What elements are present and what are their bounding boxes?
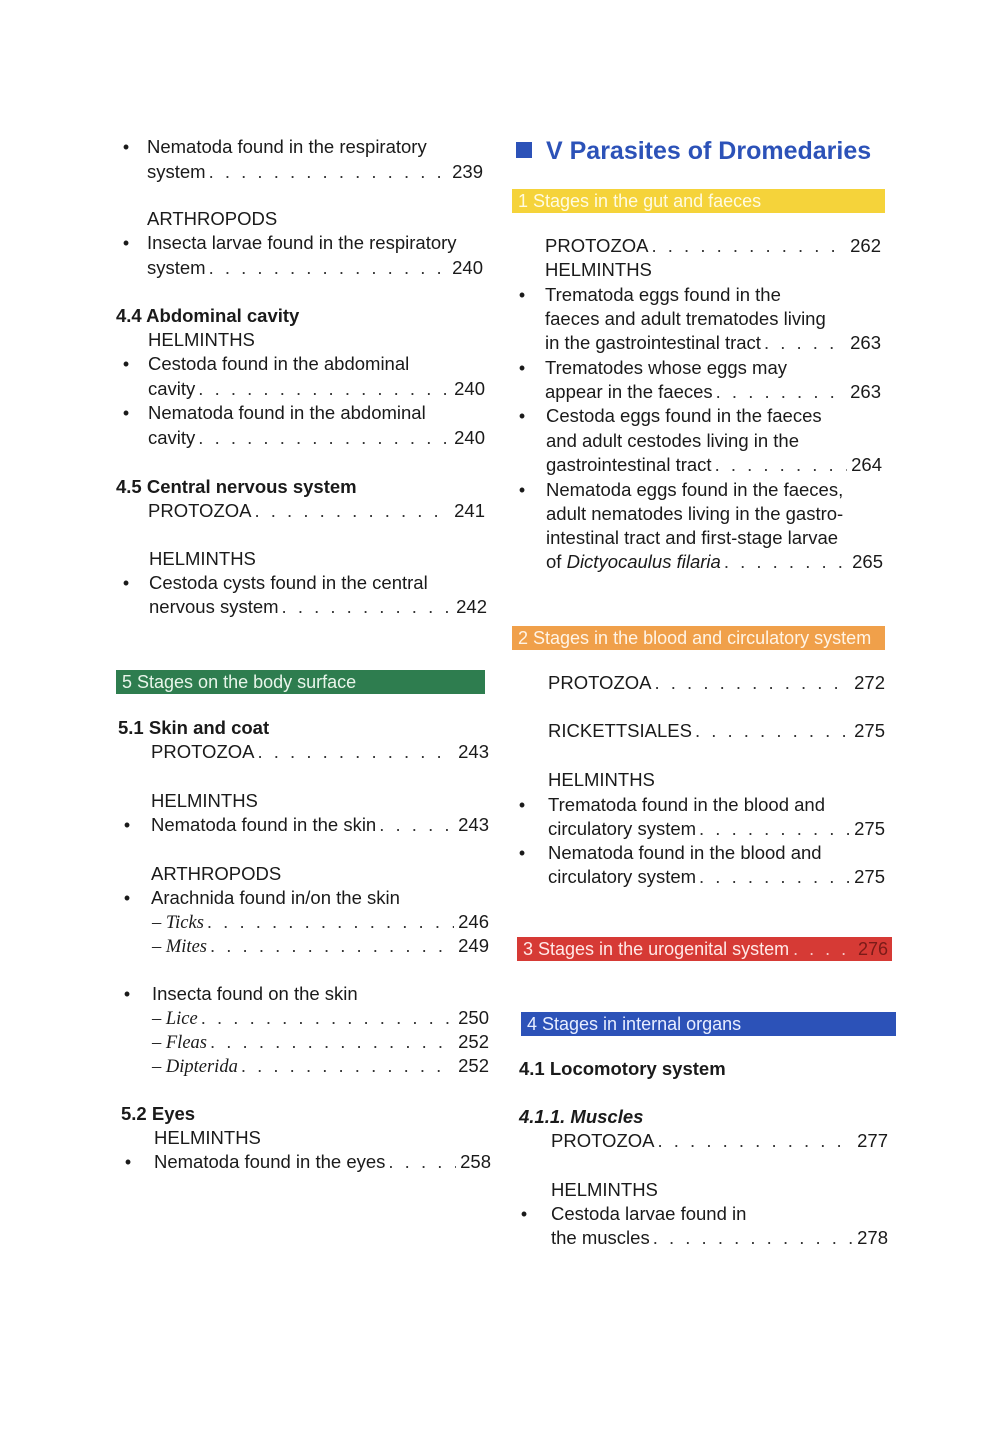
toc-entry[interactable] <box>148 377 485 401</box>
bullet: • <box>122 137 130 157</box>
entry-text: Nematoda found in the skin <box>151 814 377 835</box>
entry-text: – Mites <box>152 937 207 957</box>
bullet: • <box>123 984 131 1004</box>
entry-text: the muscles <box>551 1227 650 1248</box>
part-title: V Parasites of Dromedaries <box>546 137 872 165</box>
leader-dots <box>724 550 848 574</box>
leader-dots <box>210 1030 454 1054</box>
entry-text: in the gastrointestinal tract <box>545 332 761 353</box>
toc-entry[interactable] <box>152 1030 489 1055</box>
toc-line: adult nematodes living in the gastro- <box>546 503 844 524</box>
page-number: 249 <box>458 935 489 956</box>
toc-entry[interactable] <box>148 499 485 523</box>
entry-text: circulatory system <box>548 866 697 887</box>
toc-entry[interactable] <box>548 719 885 743</box>
leader-dots <box>388 1150 456 1174</box>
toc-line: Cestoda larvae found in <box>551 1203 747 1224</box>
entry-text: appear in the faeces <box>545 381 713 402</box>
toc-entry[interactable] <box>548 865 885 889</box>
bullet: • <box>520 1204 528 1224</box>
entry-text: PROTOZOA <box>545 235 649 256</box>
toc-line: Cestoda found in the abdominal <box>148 353 410 374</box>
toc-entry[interactable] <box>545 380 881 404</box>
section-heading: 4.5 Central nervous system <box>116 476 357 497</box>
toc-entry[interactable] <box>545 331 881 355</box>
leader-dots <box>198 426 450 450</box>
page-number: 264 <box>851 454 882 475</box>
toc-line: intestinal tract and first-stage larvae <box>546 527 839 548</box>
entry-text: Nematoda found in the eyes <box>154 1151 386 1172</box>
bullet: • <box>122 403 130 423</box>
section-heading: 5.2 Eyes <box>121 1103 196 1124</box>
leader-dots <box>699 817 850 841</box>
toc-line: Insecta found on the skin <box>152 983 358 1004</box>
page-number: 277 <box>857 1130 888 1151</box>
bullet: • <box>122 233 130 253</box>
toc-line: Nematoda eggs found in the faeces, <box>546 479 844 500</box>
page-number: 239 <box>452 161 483 182</box>
toc-line: Insecta larvae found in the respiratory <box>147 232 457 253</box>
leader-dots <box>793 937 854 961</box>
toc-line: Trematoda eggs found in the <box>545 284 781 305</box>
page-number: 246 <box>458 911 489 932</box>
toc-entry[interactable] <box>152 1006 489 1031</box>
page-number: 252 <box>458 1055 489 1076</box>
page-number: 263 <box>850 332 881 353</box>
toc-entry[interactable] <box>551 1129 888 1153</box>
toc-line: Cestoda cysts found in the central <box>149 572 428 593</box>
page-number: 258 <box>460 1151 491 1172</box>
page-number: 262 <box>850 235 881 256</box>
toc-entry[interactable] <box>152 934 489 959</box>
leader-dots <box>716 380 846 404</box>
leader-dots <box>241 1054 454 1078</box>
leader-dots <box>651 234 846 258</box>
bullet: • <box>123 815 131 835</box>
title-square-icon <box>516 142 532 158</box>
leader-dots <box>699 865 850 889</box>
page-number: 243 <box>458 814 489 835</box>
toc-line: Nematoda found in the respiratory <box>147 136 427 157</box>
toc-line: Trematodes whose eggs may <box>545 357 787 378</box>
entry-text: PROTOZOA <box>148 500 252 521</box>
group-label: HELMINTHS <box>149 548 256 569</box>
toc-entry[interactable] <box>154 1150 491 1174</box>
page-number: 241 <box>454 500 485 521</box>
page-number: 242 <box>456 596 487 617</box>
entry-text <box>546 550 721 574</box>
toc-line: faeces and adult trematodes living <box>545 308 826 329</box>
bullet: • <box>518 480 526 500</box>
section-heading: 4.4 Abdominal cavity <box>116 305 300 326</box>
page-number: 278 <box>857 1227 888 1248</box>
page-number: 263 <box>850 381 881 402</box>
bullet: • <box>518 795 526 815</box>
entry-text: PROTOZOA <box>151 741 255 762</box>
entry-text: gastrointestinal tract <box>546 454 712 475</box>
leader-dots <box>695 719 850 743</box>
leader-dots <box>209 256 449 280</box>
page-number: 265 <box>852 551 883 572</box>
leader-dots <box>764 331 846 355</box>
section-bar-gut-faeces[interactable]: 1 Stages in the gut and faeces <box>512 189 885 213</box>
entry-text: cavity <box>148 427 196 448</box>
page-number: 240 <box>454 427 485 448</box>
entry-text: system <box>147 257 206 278</box>
section-heading: 5.1 Skin and coat <box>118 717 270 738</box>
bullet: • <box>123 888 131 908</box>
entry-text: RICKETTSIALES <box>548 720 692 741</box>
group-label: ARTHROPODS <box>151 863 282 884</box>
entry-text: – Dipterida <box>152 1057 238 1077</box>
page-number: 275 <box>854 720 885 741</box>
toc-entry[interactable] <box>548 817 885 841</box>
leader-dots <box>209 160 449 184</box>
toc-entry[interactable] <box>152 1054 489 1079</box>
toc-entry[interactable] <box>551 1226 888 1250</box>
bullet: • <box>122 573 130 593</box>
group-label: HELMINTHS <box>148 329 255 350</box>
page-number: 250 <box>458 1007 489 1028</box>
toc-entry[interactable] <box>548 671 885 695</box>
toc-entry[interactable] <box>545 234 881 258</box>
bullet: • <box>518 406 526 426</box>
group-label: HELMINTHS <box>548 769 655 790</box>
group-label: ARTHROPODS <box>147 208 278 229</box>
bullet: • <box>518 358 526 378</box>
page-number: 240 <box>452 257 483 278</box>
entry-text: PROTOZOA <box>548 672 652 693</box>
bullet: • <box>518 843 526 863</box>
leader-dots <box>654 671 850 695</box>
entry-text: nervous system <box>149 596 279 617</box>
toc-line: Arachnida found in/on the skin <box>151 887 400 908</box>
page-number: 252 <box>458 1031 489 1052</box>
page-number: 275 <box>854 866 885 887</box>
leader-dots <box>657 1129 853 1153</box>
group-label: HELMINTHS <box>545 259 652 280</box>
toc-entry[interactable] <box>151 740 489 764</box>
toc-line: Nematoda found in the blood and <box>548 842 822 863</box>
page-number: 272 <box>854 672 885 693</box>
group-label: HELMINTHS <box>151 790 258 811</box>
section-bar-urogenital[interactable] <box>517 937 892 961</box>
subsection-heading: 4.1.1. Muscles <box>519 1106 644 1127</box>
entry-text: – Fleas <box>152 1033 207 1053</box>
entry-text: cavity <box>148 378 196 399</box>
toc-entry[interactable] <box>147 160 483 184</box>
leader-dots <box>257 740 454 764</box>
leader-dots <box>207 910 454 934</box>
bullet: • <box>518 285 526 305</box>
page-number: 240 <box>454 378 485 399</box>
toc-line: and adult cestodes living in the <box>546 430 800 451</box>
toc-line: Cestoda eggs found in the faeces <box>546 405 822 426</box>
leader-dots <box>282 595 453 619</box>
toc-entry[interactable] <box>149 595 487 619</box>
bullet: • <box>124 1152 132 1172</box>
page-number: 243 <box>458 741 489 762</box>
toc-entry[interactable] <box>147 256 483 280</box>
leader-dots <box>653 1226 853 1250</box>
group-label: HELMINTHS <box>154 1127 261 1148</box>
leader-dots <box>201 1006 454 1030</box>
leader-dots <box>254 499 450 523</box>
bar-label: 3 Stages in the urogenital system <box>523 939 790 959</box>
section-bar-body-surface[interactable]: 5 Stages on the body surface <box>116 670 485 694</box>
entry-text: system <box>147 161 206 182</box>
toc-entry[interactable] <box>546 550 883 574</box>
entry-text: circulatory system <box>548 818 697 839</box>
species-name: Dictyocaulus filaria <box>566 551 721 572</box>
bullet: • <box>122 354 130 374</box>
page-number: 276 <box>857 939 888 959</box>
page-number: 275 <box>854 818 885 839</box>
toc-entry[interactable] <box>148 426 485 450</box>
leader-dots <box>379 813 454 837</box>
leader-dots <box>210 934 454 958</box>
toc-line: Trematoda found in the blood and <box>548 794 826 815</box>
toc-entry[interactable] <box>152 910 489 935</box>
entry-prefix: of <box>546 551 562 572</box>
section-heading: 4.1 Locomotory system <box>519 1058 726 1079</box>
leader-dots <box>715 453 848 477</box>
section-bar-internal-organs[interactable]: 4 Stages in internal organs <box>521 1012 896 1036</box>
entry-text: – Ticks <box>152 913 204 933</box>
section-bar-blood-circulatory[interactable]: 2 Stages in the blood and circulatory system <box>512 626 885 650</box>
toc-entry[interactable] <box>546 453 882 477</box>
leader-dots <box>198 377 450 401</box>
entry-text: PROTOZOA <box>551 1130 655 1151</box>
toc-entry[interactable] <box>151 813 489 837</box>
entry-text: – Lice <box>152 1009 198 1029</box>
toc-line: Nematoda found in the abdominal <box>148 402 426 423</box>
group-label: HELMINTHS <box>551 1179 658 1200</box>
